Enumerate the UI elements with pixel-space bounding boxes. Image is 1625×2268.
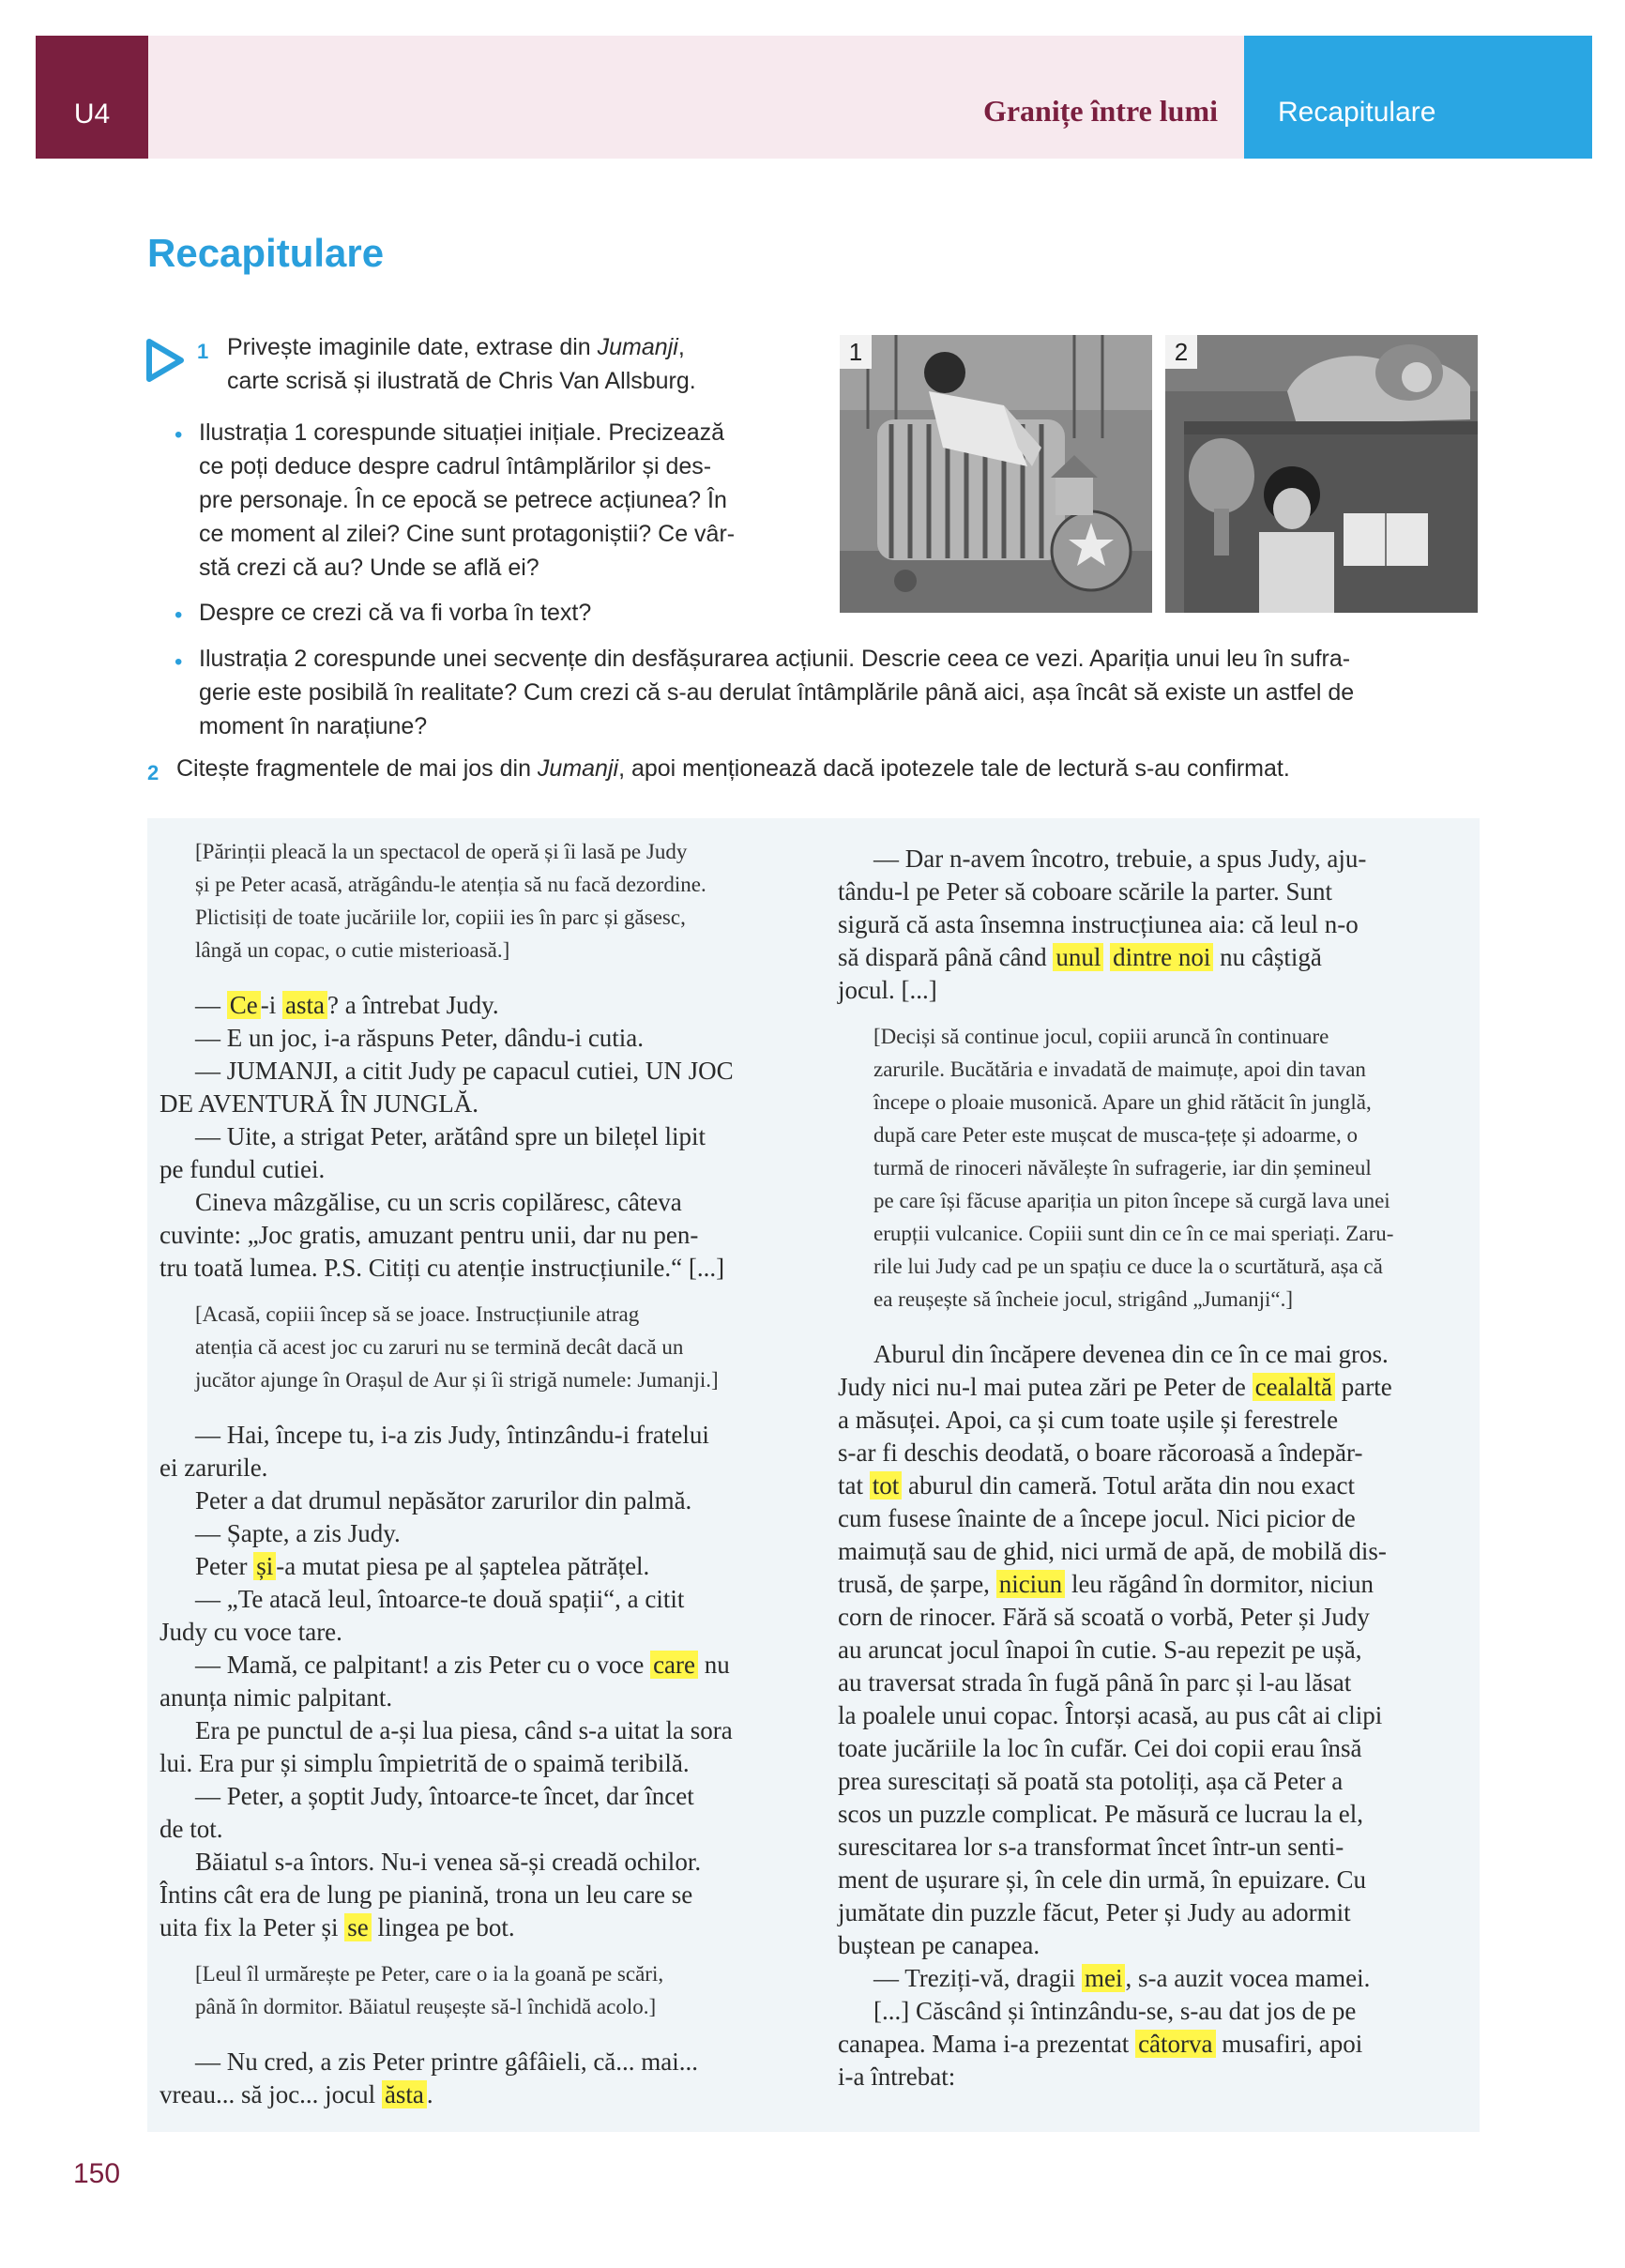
bullet-1-text: Ilustrația 1 corespunde situației inițiale. Precizează ce poți deduce despre cadrul întâmplărilor și des- pre personaje. În ce epocă se petrece acțiunea? În ce moment al zilei? Cine sunt protagoniștii? Ce vâr- stă crezi că au? Unde se află ei? (199, 419, 736, 581)
question-2-text: Citește fragmentele de mai jos din Jumanji, apoi menționează dacă ipotezele tale de lectură s-au confirmat. (176, 755, 1290, 782)
dialogue-fragment-1: — Ce -i asta ? a întrebat Judy. — E un joc, i-a răspuns Peter, dându-i cutia. — JUMANJI, a citit Judy pe capacul cutiei, UN JOC DE AVENTURĂ ÎN JUNGLĂ. — Uite, a strigat Peter, arătând spre un bilețel lipit pe fundul cutiei. Cineva mâzgălise, cu un scris copilăresc, câteva cuvinte: „Joc gratis, amuzant pentru unii, dar nu pen- tru toată lumea. P.S. Citiți cu atenție instrucțiunile.“ [...] (159, 991, 734, 1282)
bullet-3-text: Ilustrația 2 corespunde unei secvențe din desfășurarea acțiunii. Descrie ceea ce vezi. Apariția unui leu în sufra- gerie este posibilă în realitate? Cum crezi că s-au derulat întâmplările până aici, așa încât să existe un astfel de moment în narațiune? (199, 646, 1355, 739)
dialogue-fragment-2: — Hai, începe tu, i-a zis Judy, întinzându-i fratelui ei zarurile. Peter a dat drumul nepăsător zarurilor din palmă. — Șapte, a zis Judy. Peter și -a mutat piesa pe al șaptelea pătrățel. — „Te atacă leul, întoarce-te două spații“, a citit Judy cu voce tare. — Mamă, ce palpitant! a zis Peter cu o voce care nu anunța nimic palpitant. Era pe punctul de a-și lua piesa, când s-a uitat la sora lui. Era pur și simplu împietrită de o spaimă teribilă. — Peter, a șoptit Judy, întoarce-te încet, dar încet de tot. Băiatul s-a întors. Nu-i venea să-și creadă ochilor. Întins cât era de lung pe pianină, trona un leu care se uita fix la Peter și se lingea pe bot. (159, 1421, 733, 1941)
summary-bracket: [Acasă, copiii încep să se joace. Instrucțiunile atrag atenția că acest joc cu zaruri nu se termină decât dacă un jucător ajunge în Orașul de Aur și îi strigă numele: Jumanji.] (195, 1302, 719, 1392)
page-title: Recapitulare (147, 231, 385, 275)
page-number: 150 (73, 2158, 121, 2189)
left-column (159, 835, 790, 2111)
summary-bracket: [Leul îl urmărește pe Peter, care o ia la goană pe scări, până în dormitor. Băiatul reușește să-l închidă acolo.] (195, 1962, 664, 2018)
question-number: 2 (147, 761, 159, 784)
narrative-fragment: Aburul din încăpere devenea din ce în ce mai gros. Judy nici nu-l mai putea zări pe Peter de cealaltă parte a măsuței. Apoi, ca și cum toate ușile și ferestrele s-ar fi deschis deodată, o boare răcoroasă a îndepăr- tat tot aburul din cameră. Totul arăta din nou exact cum fusese înainte de a începe jocul. Nici picior de maimuță sau de ghid, nici urmă de apă, de mobilă dis- trusă, de șarpe, niciun leu răgând în dormitor, niciun corn de rinocer. Fără să scoată o vorbă, Peter și Judy au aruncat jocul înapoi în cutie. S-au repezit pe ușă, au traversat strada în fugă până în parc și l-au lăsat la poalele unui copac. Întorși acasă, au pus cât ai clipi toate jucăriile la loc în cufăr. Cei doi copii erau însă prea surescitați să poată sta potoliți, așa că Peter a scos un puzzle complicat. Pe măsură ce lucrau la el, surescitarea lor s-a transformat încet într-un senti- ment de ușurare și, în cele din urmă, în epuizare. Cu jumătate din puzzle făcut, Peter și Judy au adormit buștean pe canapea. — Treziți-vă, dragii mei , s-a auzit vocea mamei. [...] Căscând și întinzându-se, s-au dat jos de pe canapea. Mama i-a prezentat câtorva musafiri, apoi i-a întrebat: (838, 1340, 1392, 2091)
dialogue-fragment-4: — Dar n-avem încotro, trebuie, a spus Judy, aju- tându-l pe Peter să coboare scările la parter. Sunt sigură că asta însemna instrucțiunea aia: că leul n-o să dispară până când unul dintre noi nu câștigă jocul. [...] (838, 845, 1367, 1004)
question-number: 1 (197, 340, 209, 363)
right-column (838, 843, 1468, 2093)
chapter-title: Granițe între lumi (982, 94, 1218, 128)
bullet-dot: • (175, 649, 183, 675)
illustration-2-image (1165, 335, 1478, 613)
question-1-text: Privește imaginile date, extrase din Jumanji, carte scrisă și ilustrată de Chris Van Allsburg. (227, 334, 696, 394)
summary-bracket: [Deciși să continue jocul, copiii aruncă în continuare zarurile. Bucătăria e invadată de maimuțe, apoi din tavan începe o ploaie musonică. Apare un ghid rătăcit în junglă, după care Peter este mușcat de musca-țețe și adoarme, o turmă de rinoceri năvălește în sufragerie, iar din șemineul pe care își făcuse apariția un piton începe să curgă lava unei erupții vulcanice. Copiii sunt din ce în ce mai speriați. Zaru- rile lui Judy cad pe un spațiu ce duce la o scurtătură, așa că ea reușește să încheie jocul, strigând „Jumanji“.] (873, 1025, 1394, 1311)
dialogue-fragment-3: — Nu cred, a zis Peter printre gâfâieli, că... mai... vreau... să joc... jocul ăsta . (159, 2047, 699, 2108)
section-label: Recapitulare (1278, 97, 1436, 128)
illustration-1-label: 1 (840, 335, 872, 369)
unit-label: U4 (73, 99, 111, 129)
illustration-1-image (840, 335, 1152, 613)
bullet-dot: • (175, 422, 183, 448)
bullet-2-text: Despre ce crezi că va fi vorba în text? (199, 600, 592, 626)
illustration-2-label: 2 (1165, 335, 1197, 369)
summary-bracket: [Părinții pleacă la un spectacol de operă și îi lasă pe Judy și pe Peter acasă, atrăgându-le atenția să nu facă dezordine. Plictisiți de toate jucăriile lor, copiii ies în parc și găsesc, lângă un copac, o cutie misterioasă.] (195, 840, 706, 962)
play-triangle-icon (145, 338, 185, 383)
bullet-dot: • (175, 602, 183, 628)
